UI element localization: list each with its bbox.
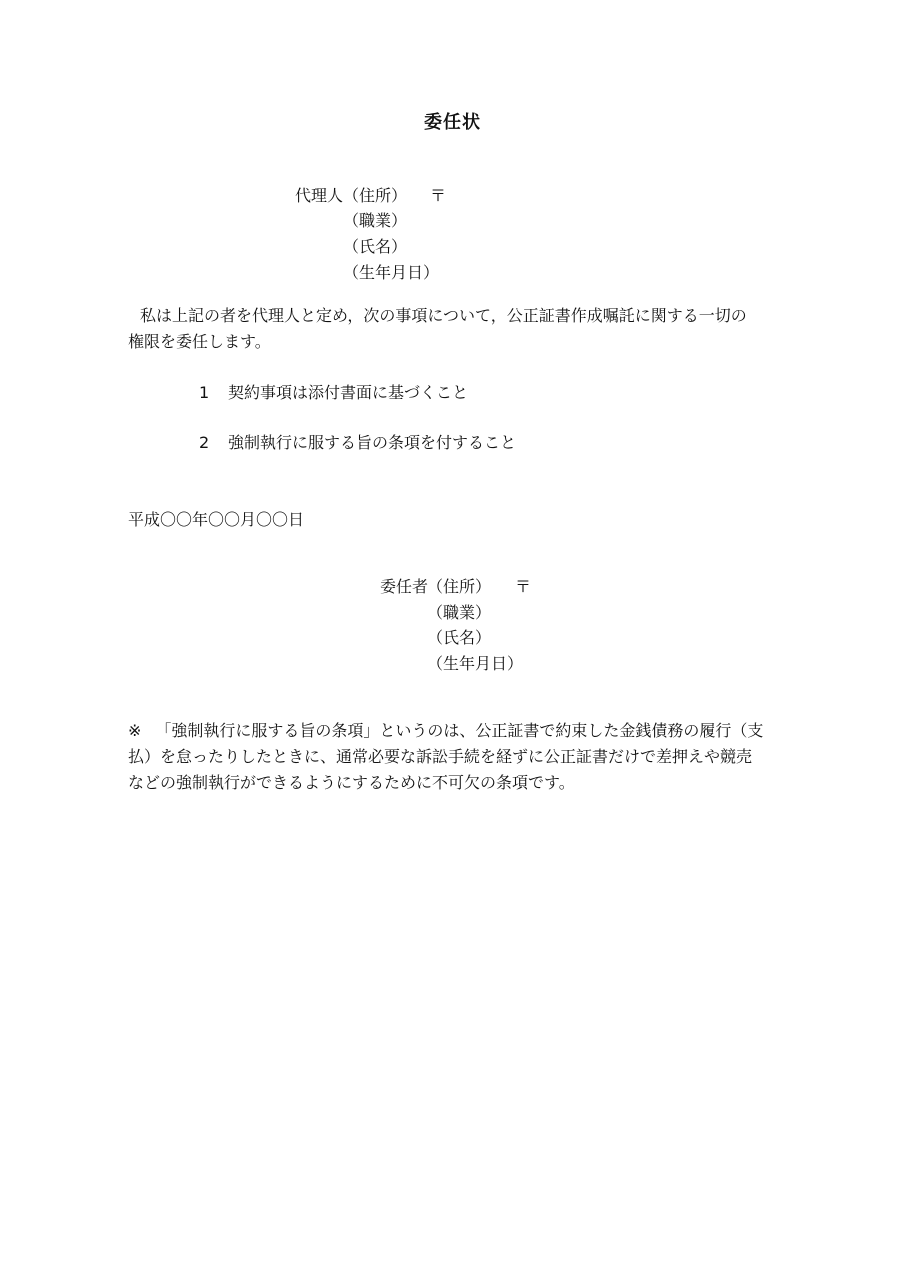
- footnote-line-1: [128, 718, 778, 744]
- principal-birthdate-label: （生年月日）: [427, 654, 524, 673]
- principal-label: 委任者: [380, 577, 429, 596]
- delegation-statement: [128, 303, 778, 355]
- item-1-number: 1: [199, 383, 210, 402]
- principal-occupation-label: （職業）: [427, 603, 492, 622]
- document-title: 委任状: [424, 112, 481, 133]
- item-1-text: 契約事項は添付書面に基づくこと: [228, 383, 469, 402]
- footnote-text-1: 「強制執行に服する旨の条項」というのは、公正証書で約束した金銭債務の履行（支: [155, 721, 764, 740]
- agent-name-label: （氏名）: [343, 237, 408, 256]
- footnote: [128, 718, 778, 796]
- principal-postal-mark: 〒: [515, 577, 532, 596]
- footnote-line-2: 払）を怠ったりしたときに、通常必要な訴訟手続を経ずに公正証書だけで差押えや競売: [128, 747, 753, 766]
- delegation-statement-line-2: 権限を委任します。: [128, 332, 271, 351]
- agent-occupation-label: （職業）: [343, 211, 408, 230]
- agent-postal-mark: 〒: [430, 186, 447, 205]
- principal-address-label: （住所）: [427, 577, 492, 596]
- item-2-text: 強制執行に服する旨の条項を付すること: [228, 433, 517, 452]
- agent-birthdate-label: （生年月日）: [343, 263, 440, 282]
- delegation-statement-line-1: 私は上記の者を代理人と定め，次の事項について，公正証書作成嘱託に関する一切の: [140, 306, 747, 325]
- footnote-line-3: などの強制執行ができるようにするために不可欠の条項です。: [128, 773, 575, 792]
- footnote-mark: ※: [128, 721, 142, 740]
- item-2-number: 2: [199, 433, 210, 452]
- principal-name-label: （氏名）: [427, 628, 492, 647]
- agent-label: 代理人: [295, 186, 344, 205]
- agent-address-label: （住所）: [343, 186, 408, 205]
- document-date: 平成〇〇年〇〇月〇〇日: [128, 510, 305, 529]
